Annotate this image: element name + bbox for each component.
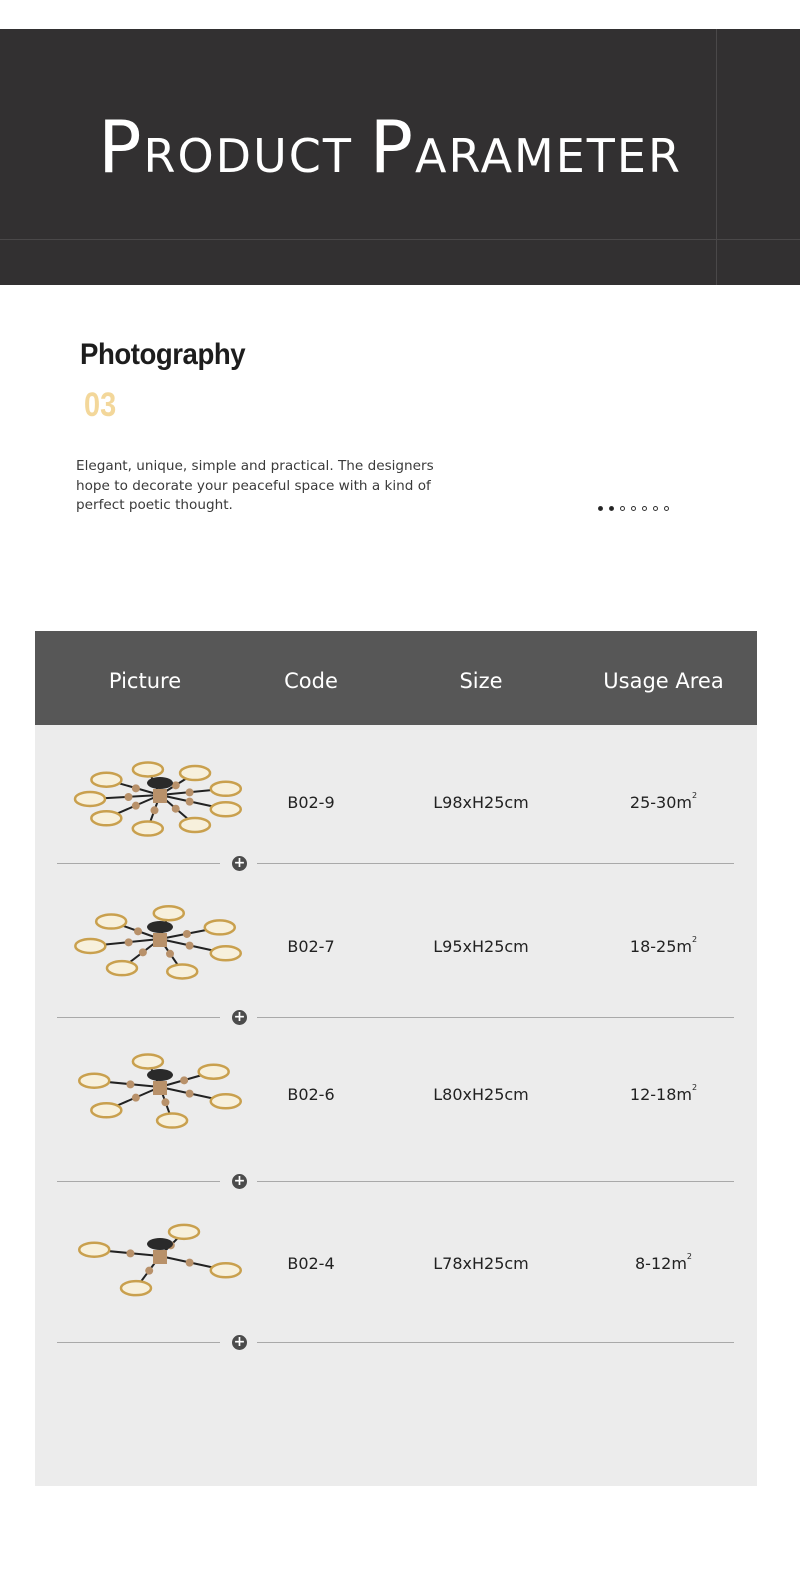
header-usage-area: Usage Area xyxy=(603,669,724,693)
separator-line xyxy=(257,863,734,864)
row-separator xyxy=(57,1010,734,1024)
row-separator xyxy=(57,1335,734,1349)
usage-area-value: 12-18m xyxy=(629,1085,692,1104)
cell-usage-area xyxy=(595,1254,732,1273)
title-word1: RODUCT xyxy=(143,129,370,183)
usage-area-unit-superscript: 2 xyxy=(691,1083,698,1092)
cell-usage-area xyxy=(595,937,732,956)
carousel-dot[interactable] xyxy=(664,506,669,511)
header-code: Code xyxy=(284,669,338,693)
carousel-dot[interactable] xyxy=(653,506,658,511)
cell-code: B02-4 xyxy=(287,1254,335,1273)
section-title: Photography xyxy=(80,338,246,371)
title-word2: ARAMETER xyxy=(415,129,682,183)
table-row xyxy=(35,1023,757,1192)
row-separator xyxy=(57,856,734,870)
cell-code: B02-6 xyxy=(287,1085,335,1104)
table-row xyxy=(35,1192,757,1353)
carousel-dot[interactable] xyxy=(631,506,636,511)
plus-circle-icon: + xyxy=(233,1334,246,1350)
usage-area-unit-superscript: 2 xyxy=(691,791,698,800)
carousel-dot[interactable] xyxy=(598,506,603,511)
usage-area-value: 25-30m xyxy=(629,793,692,812)
separator-line xyxy=(57,1017,220,1018)
cell-size: L80xH25cm xyxy=(433,1085,529,1104)
section-number: 03 xyxy=(84,386,117,424)
table-row xyxy=(35,875,757,1023)
separator-line xyxy=(57,863,220,864)
plus-circle-icon: + xyxy=(233,1173,246,1189)
cell-code: B02-9 xyxy=(287,793,335,812)
parameter-table xyxy=(35,631,757,1486)
cell-size: L98xH25cm xyxy=(433,793,529,812)
carousel-dot[interactable] xyxy=(642,506,647,511)
chandelier-image xyxy=(70,1216,260,1311)
cell-size: L95xH25cm xyxy=(433,937,529,956)
title-banner xyxy=(0,29,800,285)
banner-divider xyxy=(0,239,800,240)
chandelier-image xyxy=(70,1047,260,1142)
usage-area-unit-superscript: 2 xyxy=(686,1252,692,1261)
separator-line xyxy=(257,1342,734,1343)
title-cap-p1: P xyxy=(98,105,144,189)
row-separator xyxy=(57,1174,734,1188)
chandelier-image xyxy=(70,899,260,994)
table-row xyxy=(35,731,757,875)
plus-circle-icon: + xyxy=(233,1009,246,1025)
cell-code: B02-7 xyxy=(287,937,335,956)
title-cap-p2: P xyxy=(369,105,416,189)
cell-usage-area xyxy=(595,793,732,812)
separator-line xyxy=(57,1342,220,1343)
usage-area-value: 18-25m xyxy=(629,937,692,956)
chandelier-image xyxy=(70,755,260,850)
separator-line xyxy=(257,1181,734,1182)
usage-area-value: 8-12m xyxy=(635,1254,687,1273)
carousel-dot[interactable] xyxy=(620,506,625,511)
separator-line xyxy=(57,1181,220,1182)
carousel-dots[interactable] xyxy=(598,506,669,511)
usage-area-unit-superscript: 2 xyxy=(691,935,698,944)
plus-circle-icon: + xyxy=(233,855,246,871)
header-size: Size xyxy=(459,669,503,693)
section-description: Elegant, unique, simple and practical. The designers hope to decorate your peaceful space with a kind of perfect poetic thought. xyxy=(76,458,434,513)
carousel-dot[interactable] xyxy=(609,506,614,511)
page-title xyxy=(0,105,780,189)
table-header xyxy=(35,631,757,725)
cell-size: L78xH25cm xyxy=(433,1254,529,1273)
separator-line xyxy=(257,1017,734,1018)
header-picture: Picture xyxy=(108,669,182,693)
cell-usage-area xyxy=(595,1085,732,1104)
